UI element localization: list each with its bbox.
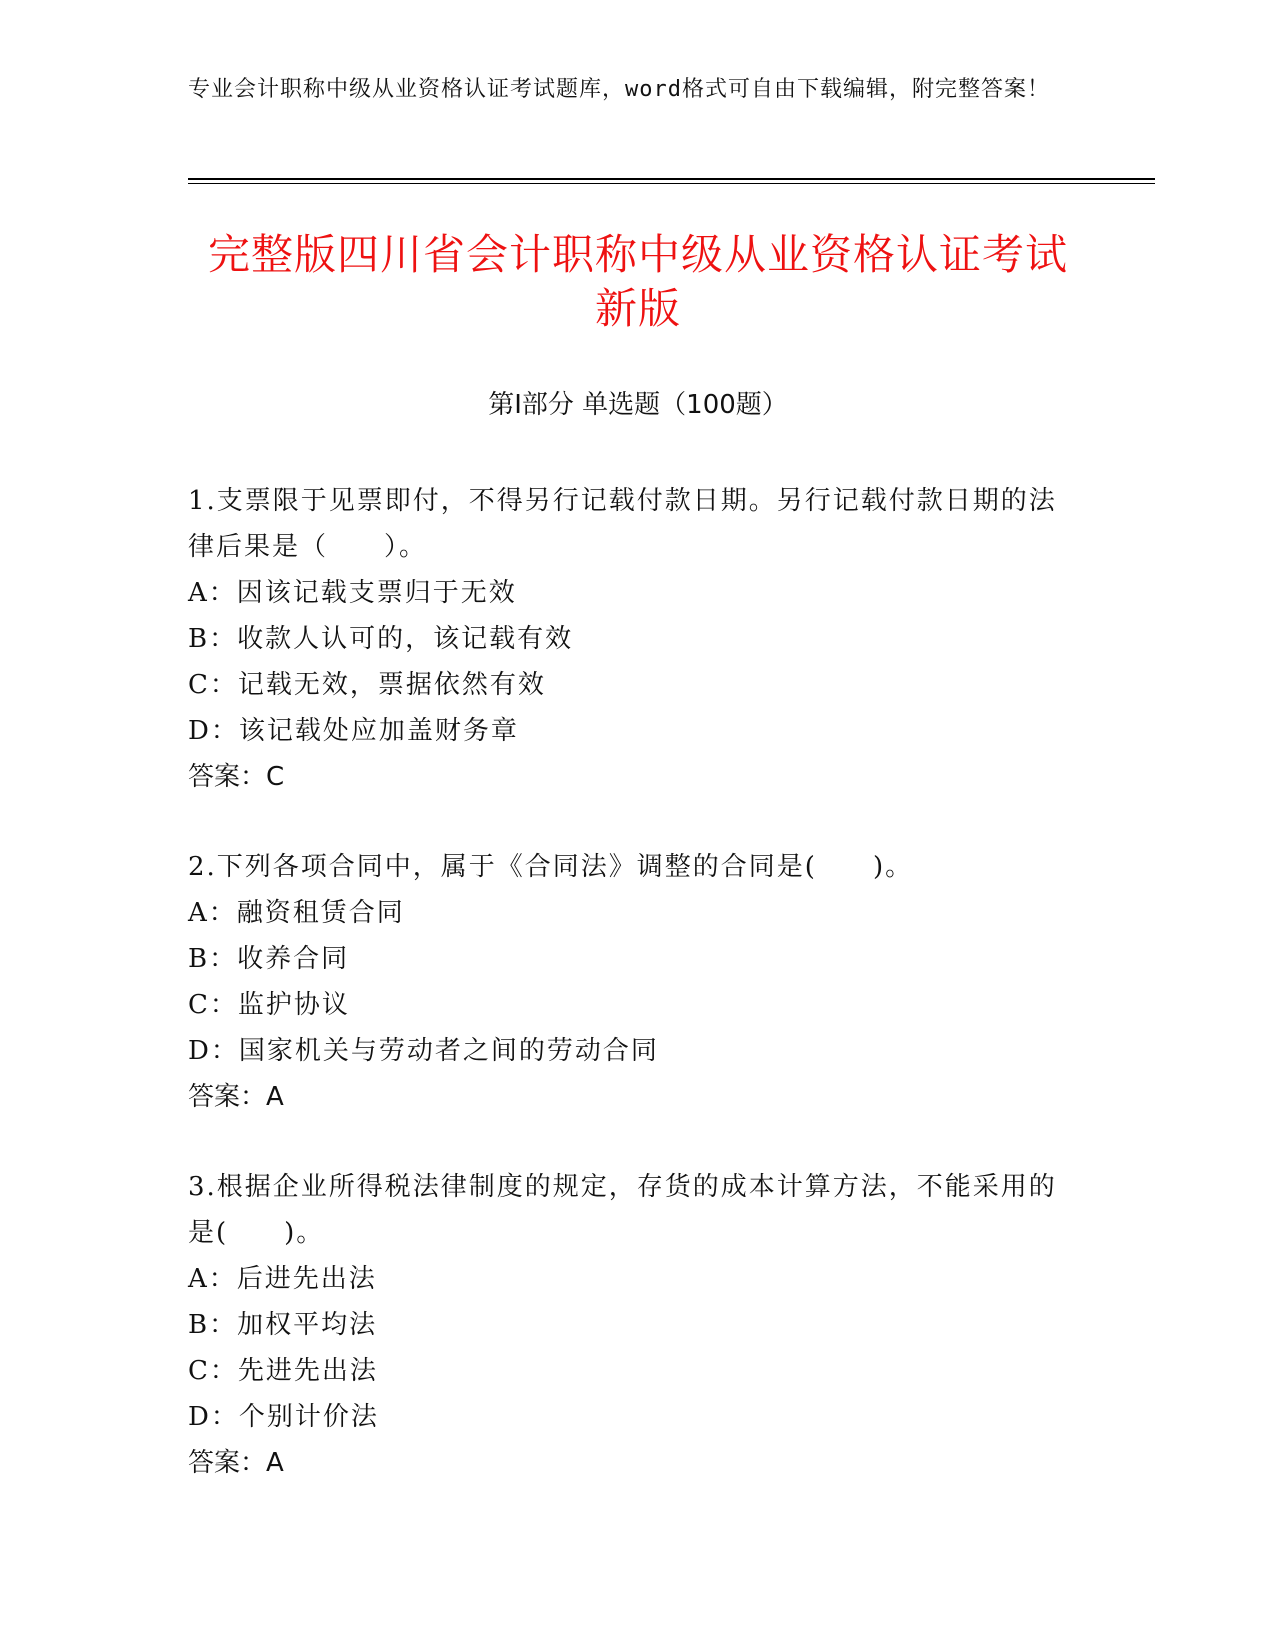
question-2 <box>188 844 1068 1120</box>
option-b: B：加权平均法 <box>188 1310 378 1340</box>
option-a: A：融资租赁合同 <box>188 898 405 928</box>
section-title: 第Ⅰ部分 单选题（100题） <box>488 390 788 420</box>
option-b: B：收款人认可的，该记载有效 <box>188 624 574 654</box>
option-d: D：个别计价法 <box>188 1402 379 1432</box>
option-d: D：国家机关与劳动者之间的劳动合同 <box>188 1036 659 1066</box>
option-d: D：该记载处应加盖财务章 <box>188 716 519 746</box>
question-stem: 3.根据企业所得税法律制度的规定，存货的成本计算方法，不能采用的是( )。 <box>188 1172 1057 1248</box>
option-a: A：后进先出法 <box>188 1264 377 1294</box>
question-1 <box>188 478 1068 800</box>
answer: 答案：A <box>188 1082 284 1112</box>
answer: 答案：A <box>188 1448 284 1478</box>
document-title: 完整版四川省会计职称中级从业资格认证考试新版 <box>207 230 1068 333</box>
question-stem: 2.下列各项合同中，属于《合同法》调整的合同是( )。 <box>188 852 914 882</box>
option-c: C：记载无效，票据依然有效 <box>188 670 546 700</box>
question-list <box>188 478 1068 1530</box>
header-note: 专业会计职称中级从业资格认证考试题库，word格式可自由下载编辑，附完整答案！ <box>188 77 1050 102</box>
answer: 答案：C <box>188 762 285 792</box>
question-3 <box>188 1164 1068 1486</box>
option-c: C：先进先出法 <box>188 1356 378 1386</box>
option-b: B：收养合同 <box>188 944 350 974</box>
header-divider-thick <box>188 178 1155 180</box>
option-c: C：监护协议 <box>188 990 350 1020</box>
header-divider-thin <box>188 183 1155 184</box>
option-a: A：因该记载支票归于无效 <box>188 578 517 608</box>
question-stem: 1.支票限于见票即付，不得另行记载付款日期。另行记载付款日期的法律后果是（ ）。 <box>188 486 1057 562</box>
